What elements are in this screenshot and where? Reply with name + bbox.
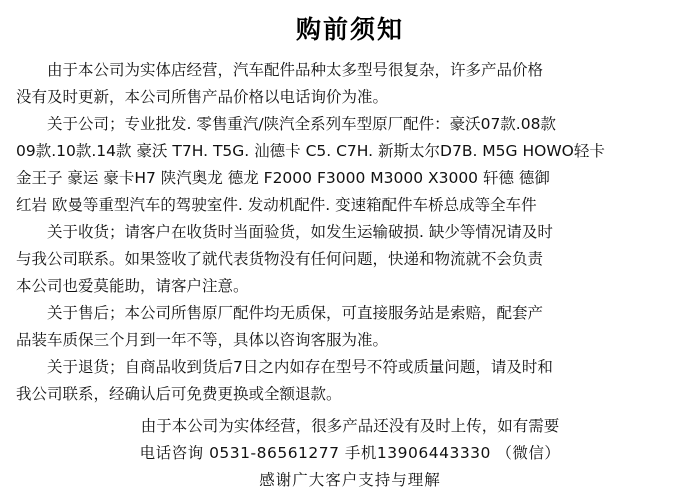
- contact-info: 电话咨询 0531-86561277 手机13906443330 （微信）: [139, 444, 561, 462]
- paragraph-line: 关于公司；专业批发. 零售重汽/陕汽全系列车型原厂配件：豪沃07款.08款: [47, 114, 556, 133]
- footer-note: 由于本公司为实体经营，很多产品还没有及时上传，如有需要: [140, 417, 560, 435]
- paragraph-intro: [16, 57, 684, 111]
- paragraph-line: 金王子 豪运 豪卡H7 陕汽奥龙 德龙 F2000 F3000 M3000 X3000 轩德 德御: [16, 168, 550, 187]
- paragraph-line: 品装车质保三个月到一年不等，具体以咨询客服为准。: [16, 330, 389, 349]
- document-body: [16, 57, 684, 410]
- document-footer: [16, 413, 684, 494]
- paragraph-line: 与我公司联系。如果签收了就代表货物没有任何问题，快递和物流就不会负责: [16, 249, 544, 268]
- paragraph-about-company: [16, 111, 684, 219]
- paragraph-line: 关于售后；本公司所售原厂配件均无质保，可直接服务站是索赔，配套产: [47, 303, 544, 322]
- thanks-message: 感谢广大客户支持与理解: [259, 471, 441, 489]
- paragraph-line: 由于本公司为实体店经营，汽车配件品种太多型号很复杂，许多产品价格: [47, 60, 544, 79]
- paragraph-line: 关于退货；自商品收到货后7日之内如存在型号不符或质量问题，请及时和: [47, 357, 553, 376]
- paragraph-about-receiving: [16, 219, 684, 300]
- paragraph-line: 我公司联系，经确认后可免费更换或全额退款。: [16, 384, 342, 403]
- paragraph-line: 红岩 欧曼等重型汽车的驾驶室件. 发动机配件. 变速箱配件车桥总成等全车件: [16, 195, 537, 214]
- paragraph-line: 关于收货；请客户在收货时当面验货，如发生运输破损. 缺少等情况请及时: [47, 222, 553, 241]
- paragraph-line: 没有及时更新，本公司所售产品价格以电话询价为准。: [16, 87, 389, 106]
- paragraph-about-return: [16, 354, 684, 408]
- paragraph-about-after-sale: [16, 300, 684, 354]
- page-title: 购前须知: [295, 15, 404, 44]
- paragraph-line: 本公司也爱莫能助，请客户注意。: [16, 276, 249, 295]
- paragraph-line: 09款.10款.14款 豪沃 T7H. T5G. 汕德卡 C5. C7H. 新斯太尔D7B. M5G HOWO轻卡: [16, 141, 605, 160]
